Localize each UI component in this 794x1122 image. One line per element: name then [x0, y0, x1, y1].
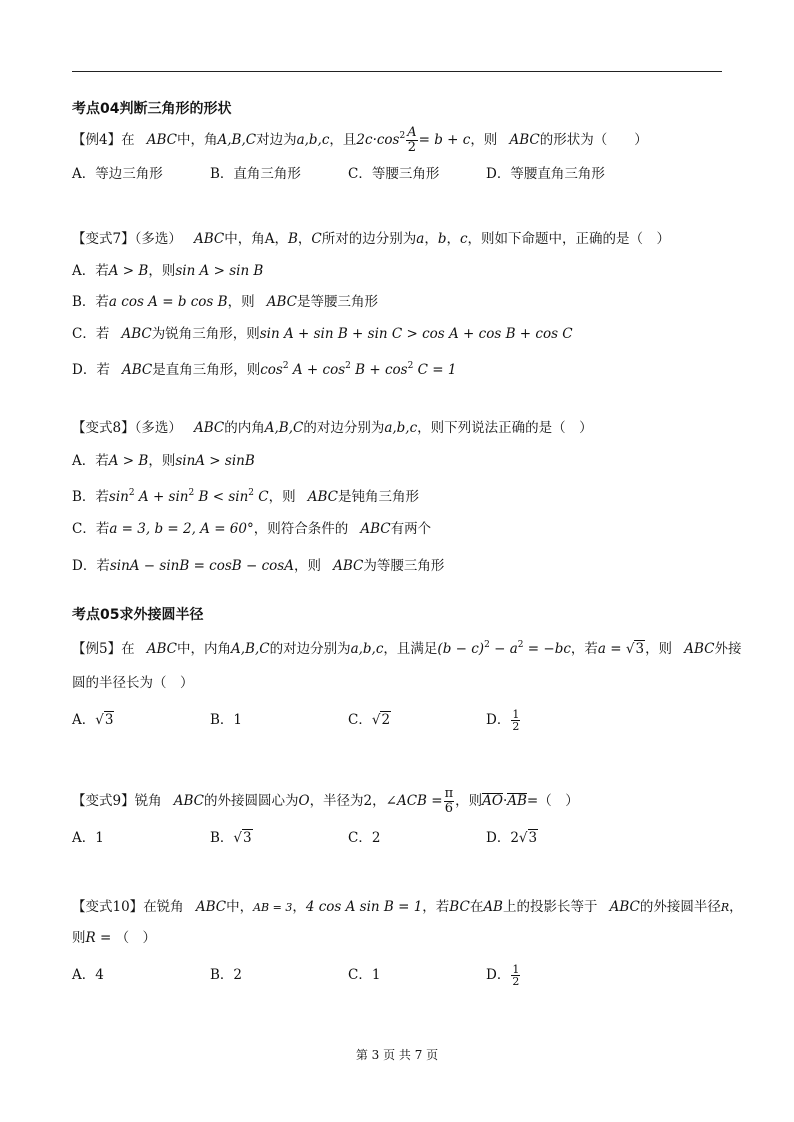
variant-9-option-b: B．√3	[210, 830, 252, 846]
variant-10-option-c: C．1	[348, 967, 381, 983]
example-5-option-b: B．1	[210, 712, 243, 728]
variant-8-tag: 【变式8】（多选）	[72, 420, 182, 436]
fraction-pi-over-6: $\frac{\pi}{6}$	[444, 786, 454, 816]
example-5-option-a: A．√3	[72, 712, 114, 728]
variant-8-option-a: A．若A > B，则sinA > sinB	[72, 453, 255, 469]
vector-ab: AB	[507, 793, 527, 809]
variant-7-option-a: A．若A > B，则sin A > sin B	[72, 263, 264, 279]
variant-8-option-d: D．若sinA − sinB = cosB − cosA，则 ABC为等腰三角形	[72, 558, 445, 574]
example-4-option-c: C．等腰三角形	[348, 166, 440, 182]
section-title-05: 考点05求外接圆半径	[72, 607, 204, 623]
example-5-stem-line2: 圆的半径长为（ ）	[72, 675, 194, 691]
example-5-tag: 【例5】	[72, 641, 122, 657]
vector-ao: AO	[482, 793, 503, 809]
fraction-a-over-2: $\frac{A}{2}$	[407, 125, 417, 155]
variant-9-option-a: A．1	[72, 830, 104, 846]
section-title-04: 考点04判断三角形的形状	[72, 101, 232, 117]
variant-7-option-c: C．若 ABC为锐角三角形，则sin A + sin B + sin C > cos A + cos B + cos C	[72, 326, 573, 342]
variant-10-option-d: D． $\frac{1}{2}$	[486, 963, 520, 988]
variant-7-option-b: B．若a cos A = b cos B，则 ABC是等腰三角形	[72, 294, 378, 310]
variant-8-option-c: C．若a = 3, b = 2, A = 60°，则符合条件的 ABC有两个	[72, 521, 432, 537]
example-4-stem: 【例4】在 ABC中，角A,B,C对边为a,b,c，且$2c\cdot\cos^2$ $\frac{A}{2}$ = b + c，则 ABC的形状为（ ）	[72, 125, 648, 155]
example-4-option-d: D．等腰直角三角形	[486, 166, 605, 182]
variant-8-option-b: B．若$\sin^2 A + \sin^2 B < \sin^2 C$，则 ABC是钝角三角形	[72, 488, 420, 505]
variant-9-tag: 【变式9】	[72, 793, 135, 809]
example-4-option-a: A．等边三角形	[72, 166, 163, 182]
variant-10-option-a: A．4	[72, 967, 104, 983]
variant-7-option-d: D．若 ABC是直角三角形，则$\cos^2 A + \cos^2 B + \cos^2 C = 1$	[72, 361, 457, 378]
example-5-option-c: C．√2	[348, 712, 391, 728]
variant-8-stem: 【变式8】（多选） ABC的内角A,B,C的对边分别为a,b,c，则下列说法正确的是（ ）	[72, 420, 593, 436]
example-4-tag: 【例4】	[72, 132, 122, 148]
variant-10-stem: 【变式10】在锐角 ABC中，AB = 3，4 cos A sin B = 1，若BC在AB上的投影长等于 ABC的外接圆半径R，	[72, 899, 743, 915]
variant-9-option-c: C．2	[348, 830, 381, 846]
variant-9-stem: 【变式9】锐角 ABC的外接圆圆心为O，半径为2，∠ACB = $\frac{\pi}{6}$ ，则AO·AB=（ ）	[72, 786, 579, 816]
page-number-footer: 第 3 页 共 7 页	[355, 1048, 439, 1062]
variant-9-option-d: D．2√3	[486, 830, 538, 846]
variant-7-stem: 【变式7】（多选） ABC中，角A，B，C所对的边分别为a，b，c，则如下命题中，正确的是（ ）	[72, 231, 671, 247]
header-rule	[72, 71, 722, 72]
variant-10-tag: 【变式10】	[72, 899, 144, 915]
variant-7-tag: 【变式7】（多选）	[72, 231, 182, 247]
example-4-option-b: B．直角三角形	[210, 166, 301, 182]
variant-10-option-b: B．2	[210, 967, 243, 983]
variant-10-stem-line2: 则R = （ ）	[72, 930, 157, 946]
example-5-option-d: D． $\frac{1}{2}$	[486, 708, 520, 733]
example-5-stem: 【例5】在 ABC中，内角A,B,C的对边分别为a,b,c，且满足$(b - c)^2 - a^2 = -bc$，若a = √3，则 ABC外接	[72, 640, 742, 657]
